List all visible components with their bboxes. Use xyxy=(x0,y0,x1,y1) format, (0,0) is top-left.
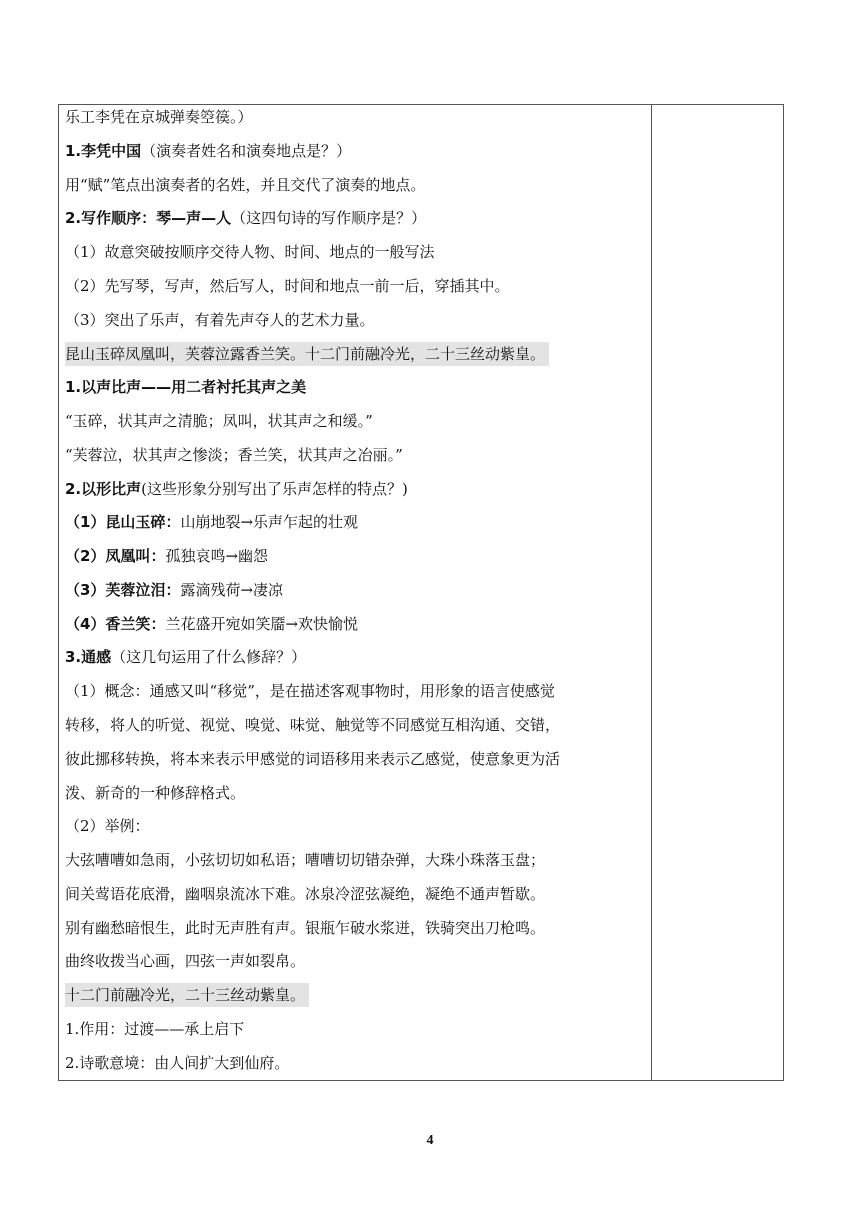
text-line: 1.以声比声——用二者衬托其声之美 xyxy=(65,378,307,396)
text-line: 间关莺语花底滑，幽咽泉流冰下难。冰泉冷涩弦凝绝，凝绝不通声暂歇。 xyxy=(65,885,546,903)
text-line: （2）先写琴，写声，然后写人，时间和地点一前一后，穿插其中。 xyxy=(65,277,510,295)
text-line: 2.写作顺序：琴—声—人（这四句诗的写作顺序是？） xyxy=(65,209,427,227)
text-line: 大弦嘈嘈如急雨，小弦切切如私语；嘈嘈切切错杂弹，大珠小珠落玉盘； xyxy=(65,851,546,869)
text-line: （2）举例： xyxy=(65,817,150,835)
text-line: 2.以形比声(这些形象分别写出了乐声怎样的特点？) xyxy=(65,480,408,498)
text-line: （3）芙蓉泣泪：露滴残荷→凄凉 xyxy=(65,581,284,599)
content-table xyxy=(58,104,784,1081)
page-number: 4 xyxy=(426,1133,434,1148)
text-line: 曲终收拨当心画，四弦一声如裂帛。 xyxy=(65,952,306,970)
text-line: 彼此挪移转换，将本来表示甲感觉的词语移用来表示乙感觉，使意象更为活 xyxy=(65,750,561,768)
text-line: 1.李凭中国（演奏者姓名和演奏地点是？） xyxy=(65,142,352,160)
text-line: 3.通感（这几句运用了什么修辞？） xyxy=(65,648,307,666)
text-line: （1）概念：通感又叫“移觉”，是在描述客观事物时，用形象的语言使感觉 xyxy=(65,682,555,700)
highlighted-poem-line: 十二门前融冷光，二十三丝动紫皇。 xyxy=(65,983,309,1007)
highlighted-poem-line: 昆山玉碎凤凰叫，芙蓉泣露香兰笑。十二门前融冷光，二十三丝动紫皇。 xyxy=(65,342,549,366)
text-line: （1）故意突破按顺序交待人物、时间、地点的一般写法 xyxy=(65,243,435,261)
text-line: 2.诗歌意境：由人间扩大到仙府。 xyxy=(65,1054,290,1072)
text-line: （2）凤凰叫：孤独哀鸣→幽怨 xyxy=(65,547,269,565)
text-line: （4）香兰笑：兰花盛开宛如笑靥→欢快愉悦 xyxy=(65,615,359,633)
text-line: 用“赋”笔点出演奏者的名姓，并且交代了演奏的地点。 xyxy=(65,176,426,194)
text-line: 乐工李凭在京城弹奏箜篌。） xyxy=(65,108,253,126)
text-line: “芙蓉泣，状其声之惨淡；香兰笑，状其声之冶丽。” xyxy=(65,446,403,464)
column-divider xyxy=(651,105,652,1080)
text-line: （1）昆山玉碎：山崩地裂→乐声乍起的壮观 xyxy=(65,513,359,531)
text-line: “玉碎，状其声之清脆；凤叫，状其声之和缓。” xyxy=(65,412,373,430)
text-line: 别有幽愁暗恨生，此时无声胜有声。银瓶乍破水浆迸，铁骑突出刀枪鸣。 xyxy=(65,919,546,937)
text-line: （3）突出了乐声，有着先声夺人的艺术力量。 xyxy=(65,311,375,329)
text-line: 转移，将人的听觉、视觉、嗅觉、味觉、触觉等不同感觉互相沟通、交错， xyxy=(65,716,561,734)
text-line: 1.作用：过渡——承上启下 xyxy=(65,1020,245,1038)
text-line: 泼、新奇的一种修辞格式。 xyxy=(65,784,246,802)
